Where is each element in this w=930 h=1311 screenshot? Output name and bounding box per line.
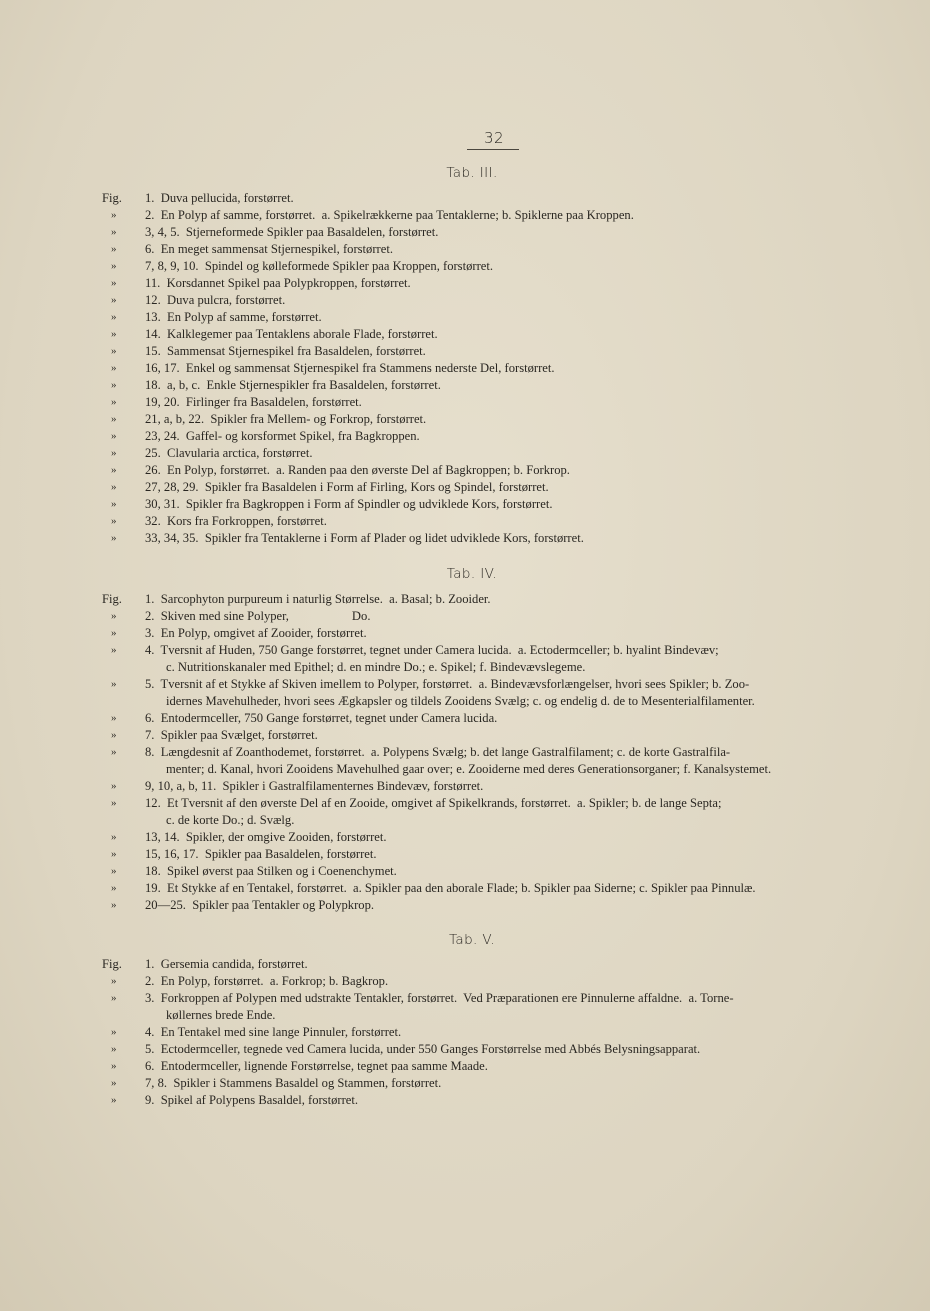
ditto-mark: » — [111, 1060, 117, 1072]
entry-text: 12. Et Tversnit af den øverste Del af en Zooide, omgivet af Spikelkrands, forstørret. a. Spikler; b. de lange Septa; — [145, 796, 722, 810]
entry-text: 4. En Tentakel med sine lange Pinnuler, forstørret. — [145, 1025, 402, 1039]
ditto-mark: » — [111, 992, 117, 1004]
ditto-mark: » — [111, 627, 117, 639]
ditto-mark: » — [111, 644, 117, 656]
ditto-mark: » — [111, 396, 117, 408]
entry-text: 3. Forkroppen af Polypen med udstrakte Tentakler, forstørret. Ved Præparationen ere Pinnulerne affaldne. a. Torne- — [145, 991, 734, 1005]
entry-text: 18. Spikel øverst paa Stilken og i Coenenchymet. — [145, 864, 397, 878]
ditto-mark: » — [111, 975, 117, 987]
ditto-mark: » — [111, 729, 117, 741]
ditto-mark: » — [111, 209, 117, 221]
entry-text: 13, 14. Spikler, der omgive Zooiden, forstørret. — [145, 830, 387, 844]
entry-text: 23, 24. Gaffel- og korsformet Spikel, fra Bagkroppen. — [145, 429, 420, 443]
entry-text: 5. Tversnit af et Stykke af Skiven imellem to Polyper, forstørret. a. Bindevævsforlængelser, hvori sees Spikler; b. Zoo- — [145, 677, 750, 691]
ditto-mark: » — [111, 294, 117, 306]
entry-text: 9. Spikel af Polypens Basaldel, forstørret. — [145, 1093, 359, 1107]
entry-text: 19. Et Stykke af en Tentakel, forstørret. a. Spikler paa den aborale Flade; b. Spikler paa Siderne; c. Spikler paa Pinnulæ. — [145, 881, 756, 895]
entry-text: 1. Duva pellucida, forstørret. — [145, 191, 294, 205]
entry-text: 32. Kors fra Forkroppen, forstørret. — [145, 514, 327, 528]
fig-label: Fig. — [102, 191, 122, 205]
entry-text: 11. Korsdannet Spikel paa Polypkroppen, forstørret. — [145, 276, 411, 290]
ditto-mark: » — [111, 464, 117, 476]
entry-continuation-text: menter; d. Kanal, hvori Zooidens Mavehulhed gaar over; e. Zooiderne med deres Generationsorganer; f. Kanalsystemet. — [166, 762, 772, 776]
ditto-mark: » — [111, 899, 117, 911]
ditto-mark: » — [111, 882, 117, 894]
entry-text: 13. En Polyp af samme, forstørret. — [145, 310, 322, 324]
entry-text: 1. Sarcophyton purpureum i naturlig Størrelse. a. Basal; b. Zooider. — [145, 592, 491, 606]
entry-text: 16, 17. Enkel og sammensat Stjernespikel fra Stammens nederste Del, forstørret. — [145, 361, 555, 375]
entry-text: 2. En Polyp af samme, forstørret. a. Spikelrækkerne paa Tentaklerne; b. Spiklerne paa Kroppen. — [145, 208, 634, 222]
ditto-mark: » — [111, 1077, 117, 1089]
entry-text: 7, 8. Spikler i Stammens Basaldel og Stammen, forstørret. — [145, 1076, 442, 1090]
entry-text: 20—25. Spikler paa Tentakler og Polypkrop. — [145, 898, 375, 912]
ditto-mark: » — [111, 678, 117, 690]
ditto-mark: » — [111, 797, 117, 809]
entry-text: 30, 31. Spikler fra Bagkroppen i Form af Spindler og udviklede Kors, forstørret. — [145, 497, 553, 511]
entry-text: 33, 34, 35. Spikler fra Tentaklerne i Form af Plader og lidet udviklede Kors, forstørret. — [145, 531, 584, 545]
entry-text: 15. Sammensat Stjernespikel fra Basaldelen, forstørret. — [145, 344, 426, 358]
ditto-mark: » — [111, 848, 117, 860]
fig-label: Fig. — [102, 592, 122, 606]
table-heading: Tab. IV. — [446, 566, 498, 582]
ditto-mark: » — [111, 379, 117, 391]
entry-text: 2. En Polyp, forstørret. a. Forkrop; b. Bagkrop. — [145, 974, 389, 988]
ditto-mark: » — [111, 1094, 117, 1106]
entry-text: 4. Tversnit af Huden, 750 Gange forstørret, tegnet under Camera lucida. a. Ectodermceller; b. hyalint Bindevæv; — [145, 643, 719, 657]
entry-text: 14. Kalklegemer paa Tentaklens aborale Flade, forstørret. — [145, 327, 438, 341]
ditto-mark: » — [111, 362, 117, 374]
ditto-mark: » — [111, 413, 117, 425]
ditto-mark: » — [111, 498, 117, 510]
entry-text: 6. Entodermceller, lignende Forstørrelse, tegnet paa samme Maade. — [145, 1059, 488, 1073]
entry-text: 8. Længdesnit af Zoanthodemet, forstørret. a. Polypens Svælg; b. det lange Gastralfilament; c. de korte Gastralfila- — [145, 745, 731, 759]
entry-text: 9, 10, a, b, 11. Spikler i Gastralfilamenternes Bindevæv, forstørret. — [145, 779, 484, 793]
ditto-mark: » — [111, 277, 117, 289]
entry-text: 6. Entodermceller, 750 Gange forstørret, tegnet under Camera lucida. — [145, 711, 498, 725]
table-heading: Tab. III. — [446, 165, 498, 181]
page-number: 32 — [483, 129, 505, 147]
entry-text: 7, 8, 9, 10. Spindel og kølleformede Spikler paa Kroppen, forstørret. — [145, 259, 494, 273]
ditto-mark: » — [111, 430, 117, 442]
entry-text: 3, 4, 5. Stjerneformede Spikler paa Basaldelen, forstørret. — [145, 225, 439, 239]
ditto-mark: » — [111, 345, 117, 357]
ditto-mark: » — [111, 780, 117, 792]
page-number-rule — [467, 149, 519, 150]
ditto-mark: » — [111, 532, 117, 544]
entry-text: 27, 28, 29. Spikler fra Basaldelen i Form af Firling, Kors og Spindel, forstørret. — [145, 480, 549, 494]
ditto-mark: » — [111, 447, 117, 459]
entry-text: 26. En Polyp, forstørret. a. Randen paa den øverste Del af Bagkroppen; b. Forkrop. — [145, 463, 570, 477]
entry-text: 1. Gersemia candida, forstørret. — [145, 957, 308, 971]
entry-continuation-text: c. Nutritionskanaler med Epithel; d. en mindre Do.; e. Spikel; f. Bindevævslegeme. — [166, 660, 586, 674]
entry-text: 3. En Polyp, omgivet af Zooider, forstørret. — [145, 626, 367, 640]
entry-text: 21, a, b, 22. Spikler fra Mellem- og Forkrop, forstørret. — [145, 412, 427, 426]
fig-label: Fig. — [102, 957, 122, 971]
entry-text: 25. Clavularia arctica, forstørret. — [145, 446, 313, 460]
entry-continuation-text: køllernes brede Ende. — [166, 1008, 276, 1022]
ditto-mark: » — [111, 328, 117, 340]
ditto-mark: » — [111, 481, 117, 493]
ditto-mark: » — [111, 260, 117, 272]
entry-text: 12. Duva pulcra, forstørret. — [145, 293, 286, 307]
ditto-mark: » — [111, 746, 117, 758]
entry-continuation-text: c. de korte Do.; d. Svælg. — [166, 813, 295, 827]
ditto-mark: » — [111, 1043, 117, 1055]
ditto-mark: » — [111, 243, 117, 255]
ditto-mark: » — [111, 712, 117, 724]
entry-text: 15, 16, 17. Spikler paa Basaldelen, forstørret. — [145, 847, 377, 861]
ditto-mark: » — [111, 226, 117, 238]
entry-continuation-text: idernes Mavehulheder, hvori sees Ægkapsler og tildels Zooidens Svælg; c. og endelig d. de to Mesenterialfilamenter. — [166, 694, 755, 708]
ditto-mark: » — [111, 515, 117, 527]
ditto-mark: » — [111, 311, 117, 323]
ditto-mark: » — [111, 1026, 117, 1038]
entry-text: 7. Spikler paa Svælget, forstørret. — [145, 728, 318, 742]
entry-text: 18. a, b, c. Enkle Stjernespikler fra Basaldelen, forstørret. — [145, 378, 441, 392]
entry-text: 5. Ectodermceller, tegnede ved Camera lucida, under 550 Ganges Forstørrelse med Abbés Belysningsapparat. — [145, 1042, 701, 1056]
table-heading: Tab. V. — [448, 932, 496, 948]
entry-text: 2. Skiven med sine Polyper, Do. — [145, 609, 371, 623]
entry-text: 6. En meget sammensat Stjernespikel, forstørret. — [145, 242, 393, 256]
entry-text: 19, 20. Firlinger fra Basaldelen, forstørret. — [145, 395, 362, 409]
ditto-mark: » — [111, 865, 117, 877]
ditto-mark: » — [111, 831, 117, 843]
ditto-mark: » — [111, 610, 117, 622]
